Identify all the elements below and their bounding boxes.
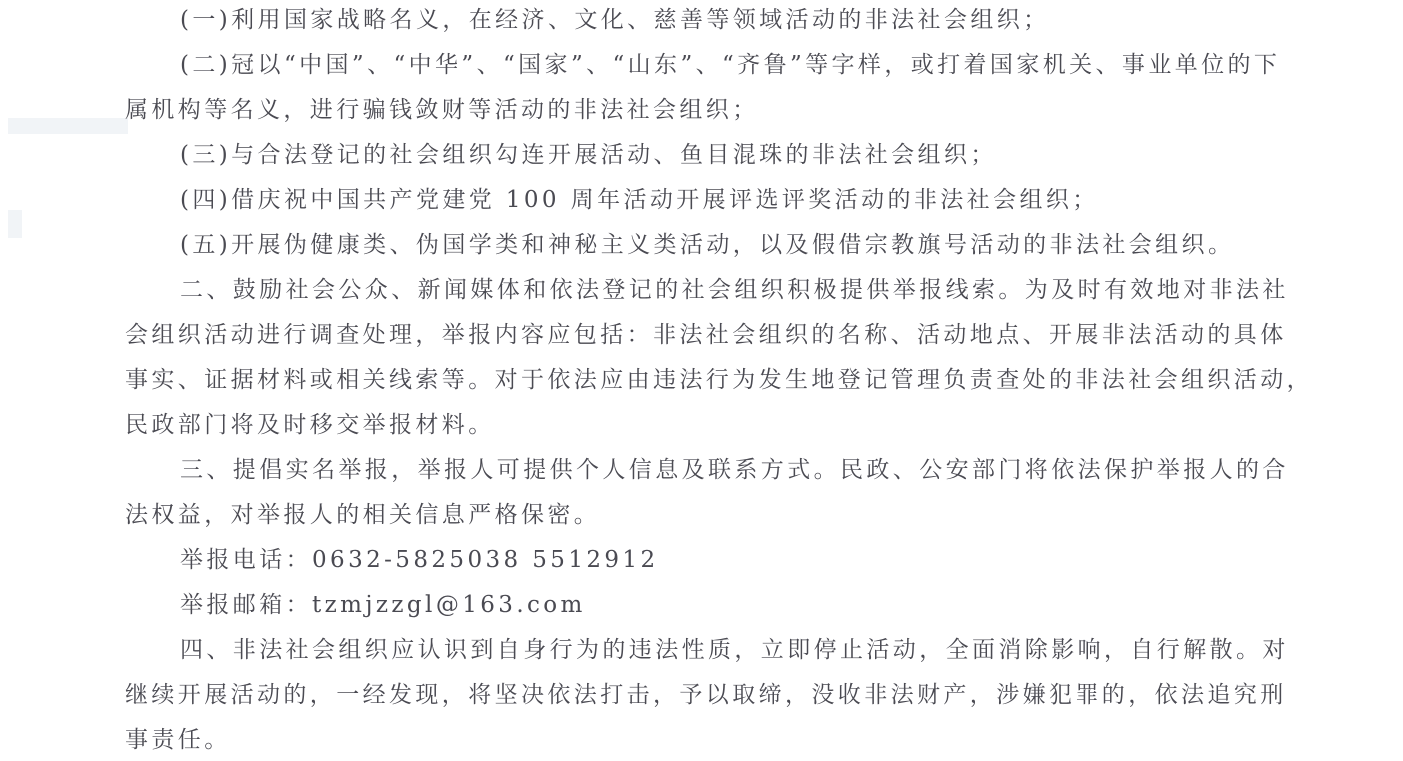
text-line: 法权益，对举报人的相关信息严格保密。: [125, 502, 601, 528]
text-line: 二、鼓励社会公众、新闻媒体和依法登记的社会组织积极提供举报线索。为及时有效地对非法社: [180, 277, 1289, 303]
email-line: 举报邮箱：tzmjzzgl@163.com: [180, 592, 586, 618]
scan-artifact: [8, 118, 128, 134]
text-line: 会组织活动进行调查处理，举报内容应包括：非法社会组织的名称、活动地点、开展非法活动的具体: [125, 322, 1287, 348]
text-line: 民政部门将及时移交举报材料。: [125, 412, 495, 438]
text-line: (一)利用国家战略名义，在经济、文化、慈善等领域活动的非法社会组织；: [180, 7, 1050, 33]
text-line: (二)冠以“中国”、“中华”、“国家”、“山东”、“齐鲁”等字样，或打着国家机关、事业单位的下: [180, 52, 1281, 78]
text-line: (三)与合法登记的社会组织勾连开展活动、鱼目混珠的非法社会组织；: [180, 142, 997, 168]
scan-artifact: [8, 210, 22, 238]
text-line: 三、提倡实名举报，举报人可提供个人信息及联系方式。民政、公安部门将依法保护举报人的合: [180, 457, 1289, 483]
text-line: 继续开展活动的，一经发现，将坚决依法打击，予以取缔，没收非法财产，涉嫌犯罪的，依法追究刑: [125, 682, 1287, 708]
text-line: 事实、证据材料或相关线索等。对于依法应由违法行为发生地登记管理负责查处的非法社会组织活动，: [125, 367, 1313, 393]
phone-line: 举报电话：0632-5825038 5512912: [180, 547, 659, 573]
text-line: (五)开展伪健康类、伪国学类和神秘主义类活动，以及假借宗教旗号活动的非法社会组织。: [180, 232, 1235, 258]
text-line: 四、非法社会组织应认识到自身行为的违法性质，立即停止活动，全面消除影响，自行解散。对: [180, 637, 1289, 663]
text-line: (四)借庆祝中国共产党建党 100 周年活动开展评选评奖活动的非法社会组织；: [180, 187, 1099, 213]
text-line: 事责任。: [125, 727, 231, 753]
text-line: 属机构等名义，进行骗钱敛财等活动的非法社会组织；: [125, 97, 759, 123]
